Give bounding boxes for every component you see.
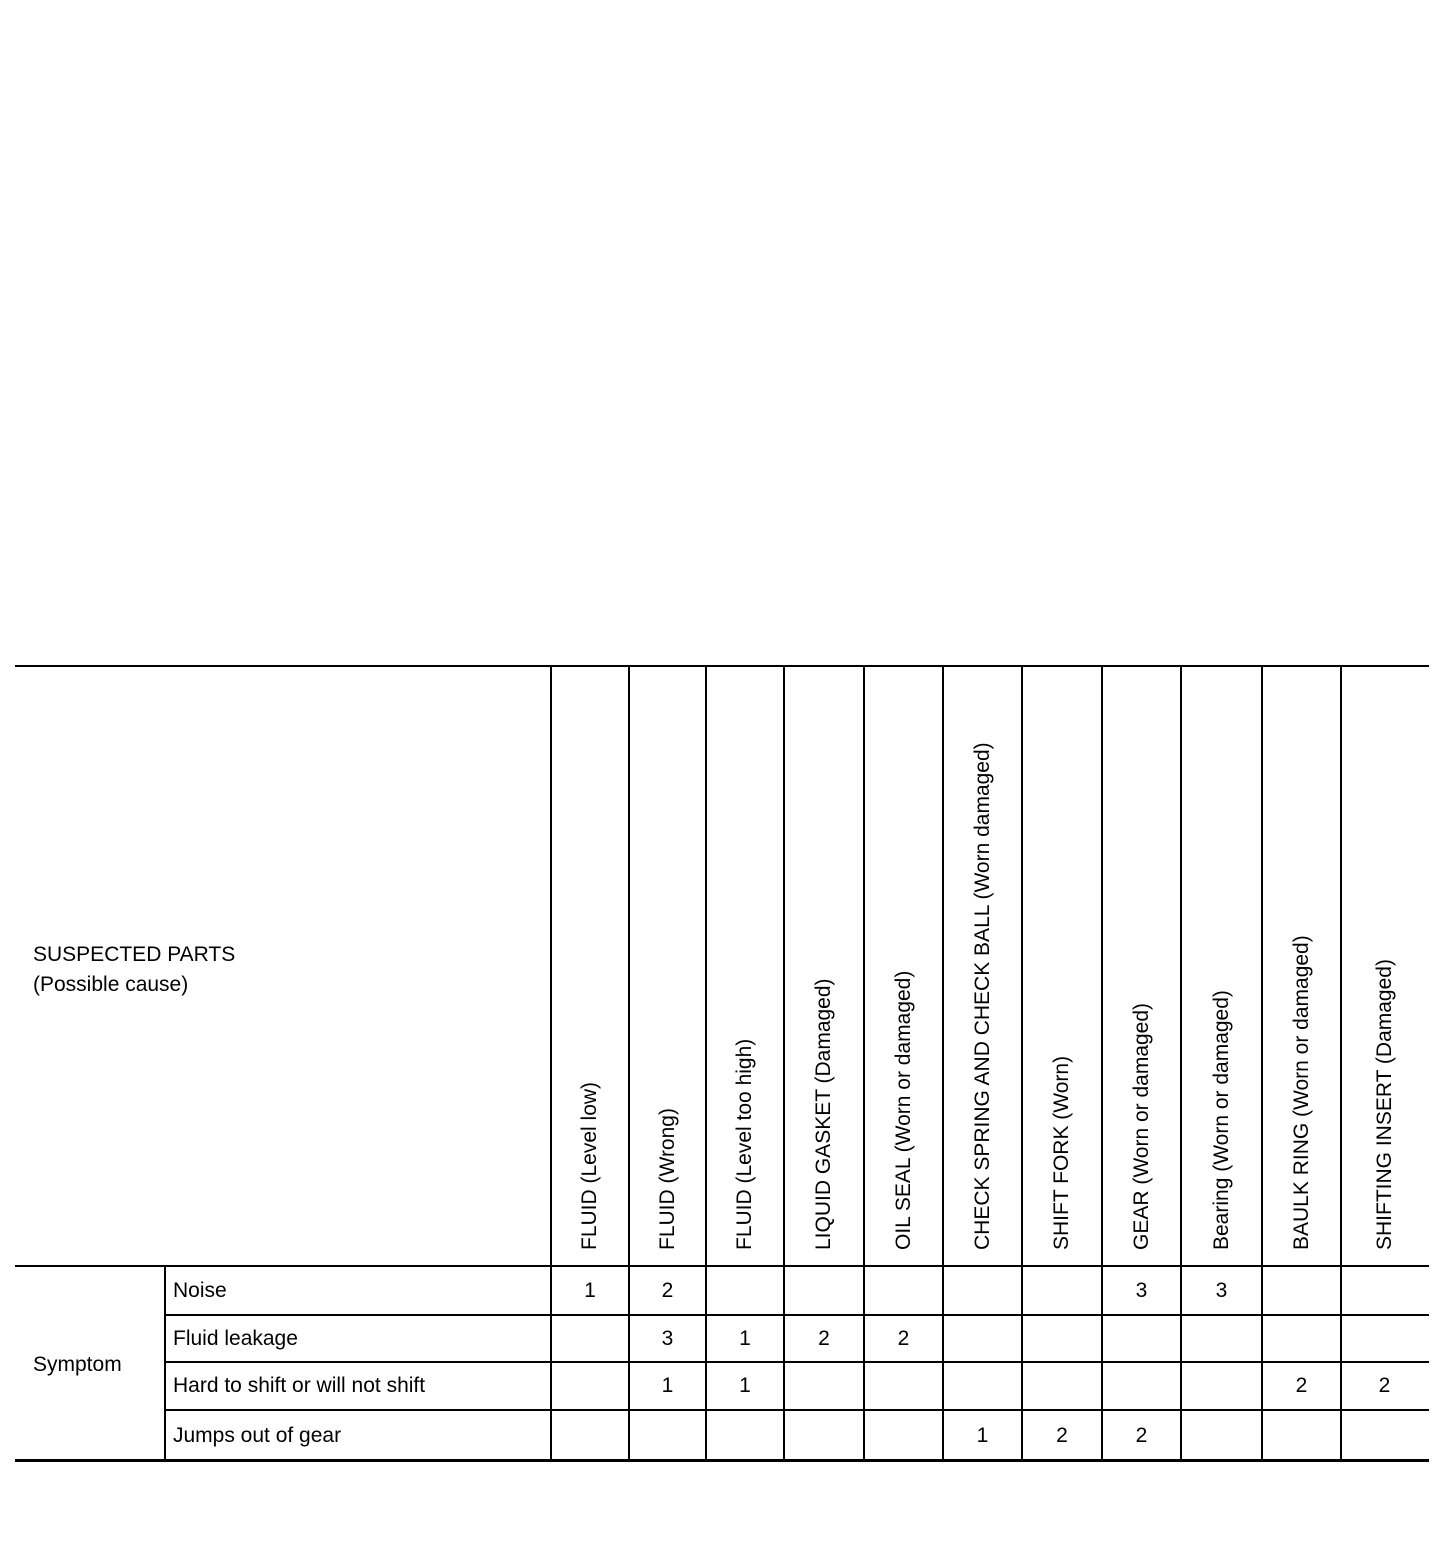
table-cell-value: 3 xyxy=(1215,1278,1228,1302)
column-divider xyxy=(1180,666,1182,1461)
symptom-row-label: Noise xyxy=(173,1278,227,1302)
column-header-label: FLUID (Wrong) xyxy=(655,1108,679,1250)
column-header-label: FLUID (Level low) xyxy=(578,1081,601,1250)
symptom-label: Symptom xyxy=(33,1353,122,1376)
column-header-label: FLUID (Level too high) xyxy=(733,1038,756,1250)
row-divider xyxy=(165,1314,1429,1316)
possible-cause-subtitle: (Possible cause) xyxy=(33,973,189,996)
table-cell-value: 1 xyxy=(739,1326,751,1350)
table-cell-value: 2 xyxy=(1135,1423,1148,1447)
row-divider xyxy=(165,1361,1429,1363)
column-divider xyxy=(1261,666,1263,1461)
table-cell-value: 2 xyxy=(1056,1423,1068,1447)
table-cell-value: 2 xyxy=(661,1278,674,1302)
column-divider xyxy=(1021,666,1023,1461)
symptom-row-label: Jumps out of gear xyxy=(173,1423,342,1447)
column-divider xyxy=(1340,666,1342,1461)
table-cell-value: 1 xyxy=(739,1374,751,1397)
column-divider xyxy=(550,666,552,1461)
header-bottom-rule xyxy=(15,1265,1429,1267)
row-divider xyxy=(165,1409,1429,1411)
column-header-label: Bearing (Worn or damaged) xyxy=(1209,990,1233,1250)
symptom-row-label: Fluid leakage xyxy=(173,1326,298,1350)
column-header-label: SHIFT FORK (Worn) xyxy=(1050,1055,1073,1250)
table-cell-value: 3 xyxy=(661,1326,674,1350)
table-top-rule xyxy=(15,665,1429,667)
symptom-column-divider xyxy=(164,1266,166,1461)
suspected-parts-header xyxy=(33,940,235,1000)
table-bottom-rule xyxy=(15,1459,1429,1462)
column-header-label: GEAR (Worn or damaged) xyxy=(1129,1002,1153,1250)
column-header-label: SHIFTING INSERT (Damaged) xyxy=(1372,959,1396,1250)
table-cell-value: 1 xyxy=(584,1278,596,1302)
table-cell-value: 2 xyxy=(818,1326,830,1350)
table-cell-value: 3 xyxy=(1135,1278,1148,1302)
table-cell-value: 2 xyxy=(1295,1374,1308,1397)
symptom-row-label: Hard to shift or will not shift xyxy=(173,1374,426,1397)
column-header-label: LIQUID GASKET (Damaged) xyxy=(812,978,835,1250)
column-header-label: OIL SEAL (Worn or damaged) xyxy=(891,970,915,1250)
table-cell-value: 1 xyxy=(661,1374,674,1397)
table-cell-value: 2 xyxy=(897,1326,910,1350)
suspected-parts-title: SUSPECTED PARTS xyxy=(33,943,236,966)
table-cell-value: 1 xyxy=(976,1423,989,1447)
table-cell-value: 2 xyxy=(1378,1374,1391,1397)
column-divider xyxy=(1101,666,1103,1461)
column-header-label: CHECK SPRING AND CHECK BALL (Worn damaged) xyxy=(970,742,994,1250)
column-header-label: BAULK RING (Worn or damaged) xyxy=(1289,935,1313,1250)
